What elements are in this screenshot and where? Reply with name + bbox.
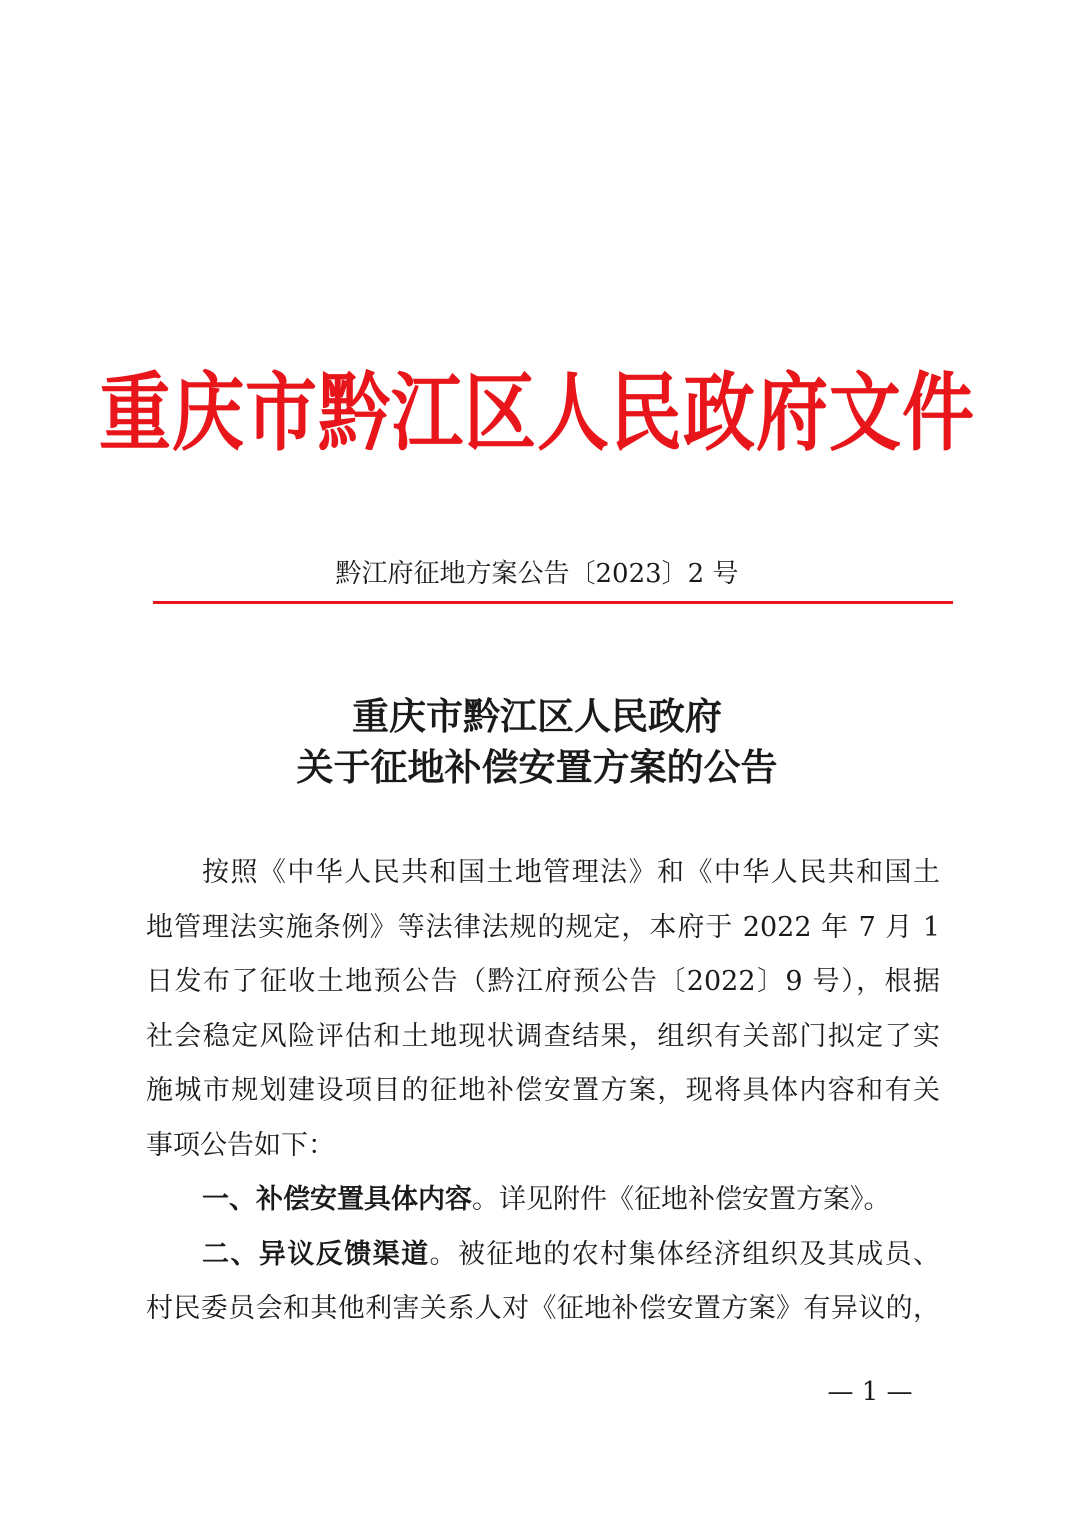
body-line: 地管理法实施条例》等法律法规的规定，本府于 2022 年 7 月 1 — [146, 911, 940, 943]
notice-title-line-2: 关于征地补偿安置方案的公告 — [296, 745, 778, 789]
section-1-heading: 一、补偿安置具体内容 — [202, 1184, 472, 1215]
notice-title-line-1: 重庆市黔江区人民政府 — [352, 694, 722, 738]
body-line: 社会稳定风险评估和土地现状调查结果，组织有关部门拟定了实 — [146, 1020, 940, 1052]
body-line: 事项公告如下： — [146, 1129, 335, 1161]
body-line: 按照《中华人民共和国土地管理法》和《中华人民共和国土 — [202, 857, 940, 888]
section-1-text: 。详见附件《征地补偿安置方案》。 — [472, 1184, 891, 1215]
body-line: 日发布了征收土地预公告（黔江府预公告〔2022〕9 号），根据 — [146, 966, 940, 997]
document-number: 黔江府征地方案公告〔2023〕2 号 — [335, 559, 739, 589]
page-number: — 1 — — [827, 1377, 913, 1407]
body-line: 施城市规划建设项目的征地补偿安置方案，现将具体内容和有关 — [146, 1075, 940, 1106]
section-2-heading: 二、异议反馈渠道 — [202, 1238, 430, 1270]
section-2 — [146, 1228, 940, 1283]
section-1 — [146, 1173, 940, 1228]
red-divider — [153, 601, 953, 604]
section-2-text: 。被征地的农村集体经济组织及其成员、 — [429, 1238, 940, 1270]
masthead-title: 重庆市黔江区人民政府文件 — [98, 363, 975, 463]
notice-body — [146, 846, 940, 1337]
body-line: 村民委员会和其他利害关系人对《征地补偿安置方案》有异议的， — [146, 1293, 940, 1324]
